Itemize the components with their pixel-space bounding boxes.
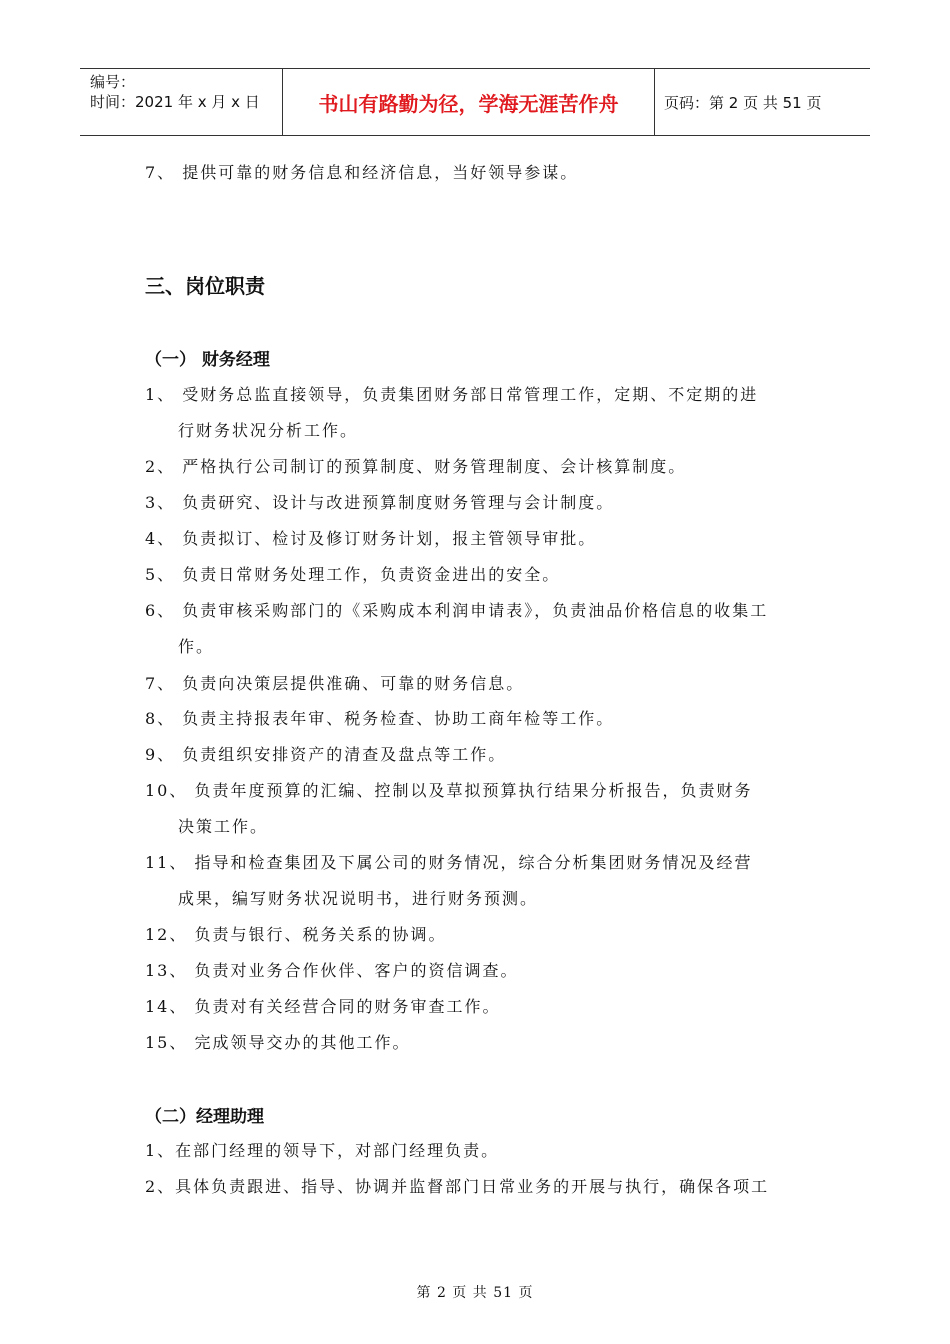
list-item-continuation: 成果，编写财务状况说明书，进行财务预测。 — [178, 889, 539, 908]
list-item: 14、 负责对有关经营合同的财务审查工作。 — [145, 997, 501, 1016]
header-meta — [80, 69, 282, 135]
intro-line: 7、 提供可靠的财务信息和经济信息，当好领导参谋。 — [145, 163, 579, 182]
list-item-continuation: 作。 — [178, 637, 215, 656]
subsection-title: （一） 财务经理 — [145, 350, 270, 370]
header-motto: 书山有路勤为径，学海无涯苦作舟 — [318, 91, 619, 116]
list-item: 1、在部门经理的领导下，对部门经理负责。 — [145, 1141, 500, 1160]
number-label: 编号： — [90, 73, 136, 91]
header-page-info: 页码：第 2 页 共 51 页 — [664, 93, 822, 112]
list-item: 2、具体负责跟进、指导、协调并监督部门日常业务的开展与执行，确保各项工 — [145, 1177, 770, 1196]
list-item: 10、 负责年度预算的汇编、控制以及草拟预算执行结果分析报告，负责财务 — [145, 781, 753, 800]
list-item: 7、 负责向决策层提供准确、可靠的财务信息。 — [145, 674, 525, 693]
list-item-continuation: 行财务状况分析工作。 — [178, 421, 359, 440]
page-footer: 第 2 页 共 51 页 — [416, 1285, 534, 1301]
page-header — [80, 68, 870, 136]
list-item: 4、 负责拟订、检讨及修订财务计划，报主管领导审批。 — [145, 529, 597, 548]
list-item: 5、 负责日常财务处理工作，负责资金进出的安全。 — [145, 565, 561, 584]
list-item: 1、 受财务总监直接领导，负责集团财务部日常管理工作，定期、不定期的进 — [145, 385, 759, 404]
list-item: 12、 负责与银行、税务关系的协调。 — [145, 925, 447, 944]
list-item-continuation: 决策工作。 — [178, 817, 269, 836]
list-item: 8、 负责主持报表年审、税务检查、协助工商年检等工作。 — [145, 709, 615, 728]
list-item: 2、 严格执行公司制订的预算制度、财务管理制度、会计核算制度。 — [145, 457, 687, 476]
list-item: 11、 指导和检查集团及下属公司的财务情况，综合分析集团财务情况及经营 — [145, 853, 753, 872]
list-item: 3、 负责研究、设计与改进预算制度财务管理与会计制度。 — [145, 493, 615, 512]
list-item: 6、 负责审核采购部门的《采购成本利润申请表》，负责油品价格信息的收集工 — [145, 601, 769, 620]
section-title: 三、岗位职责 — [145, 274, 265, 298]
list-item: 13、 负责对业务合作伙伴、客户的资信调查。 — [145, 961, 519, 980]
list-item: 9、 负责组织安排资产的清查及盘点等工作。 — [145, 745, 507, 764]
header-divider — [654, 69, 655, 135]
list-item: 15、 完成领导交办的其他工作。 — [145, 1033, 411, 1052]
subsection-title: （二）经理助理 — [145, 1107, 264, 1127]
date-label: 时间：2021 年 x 月 x 日 — [90, 93, 260, 111]
